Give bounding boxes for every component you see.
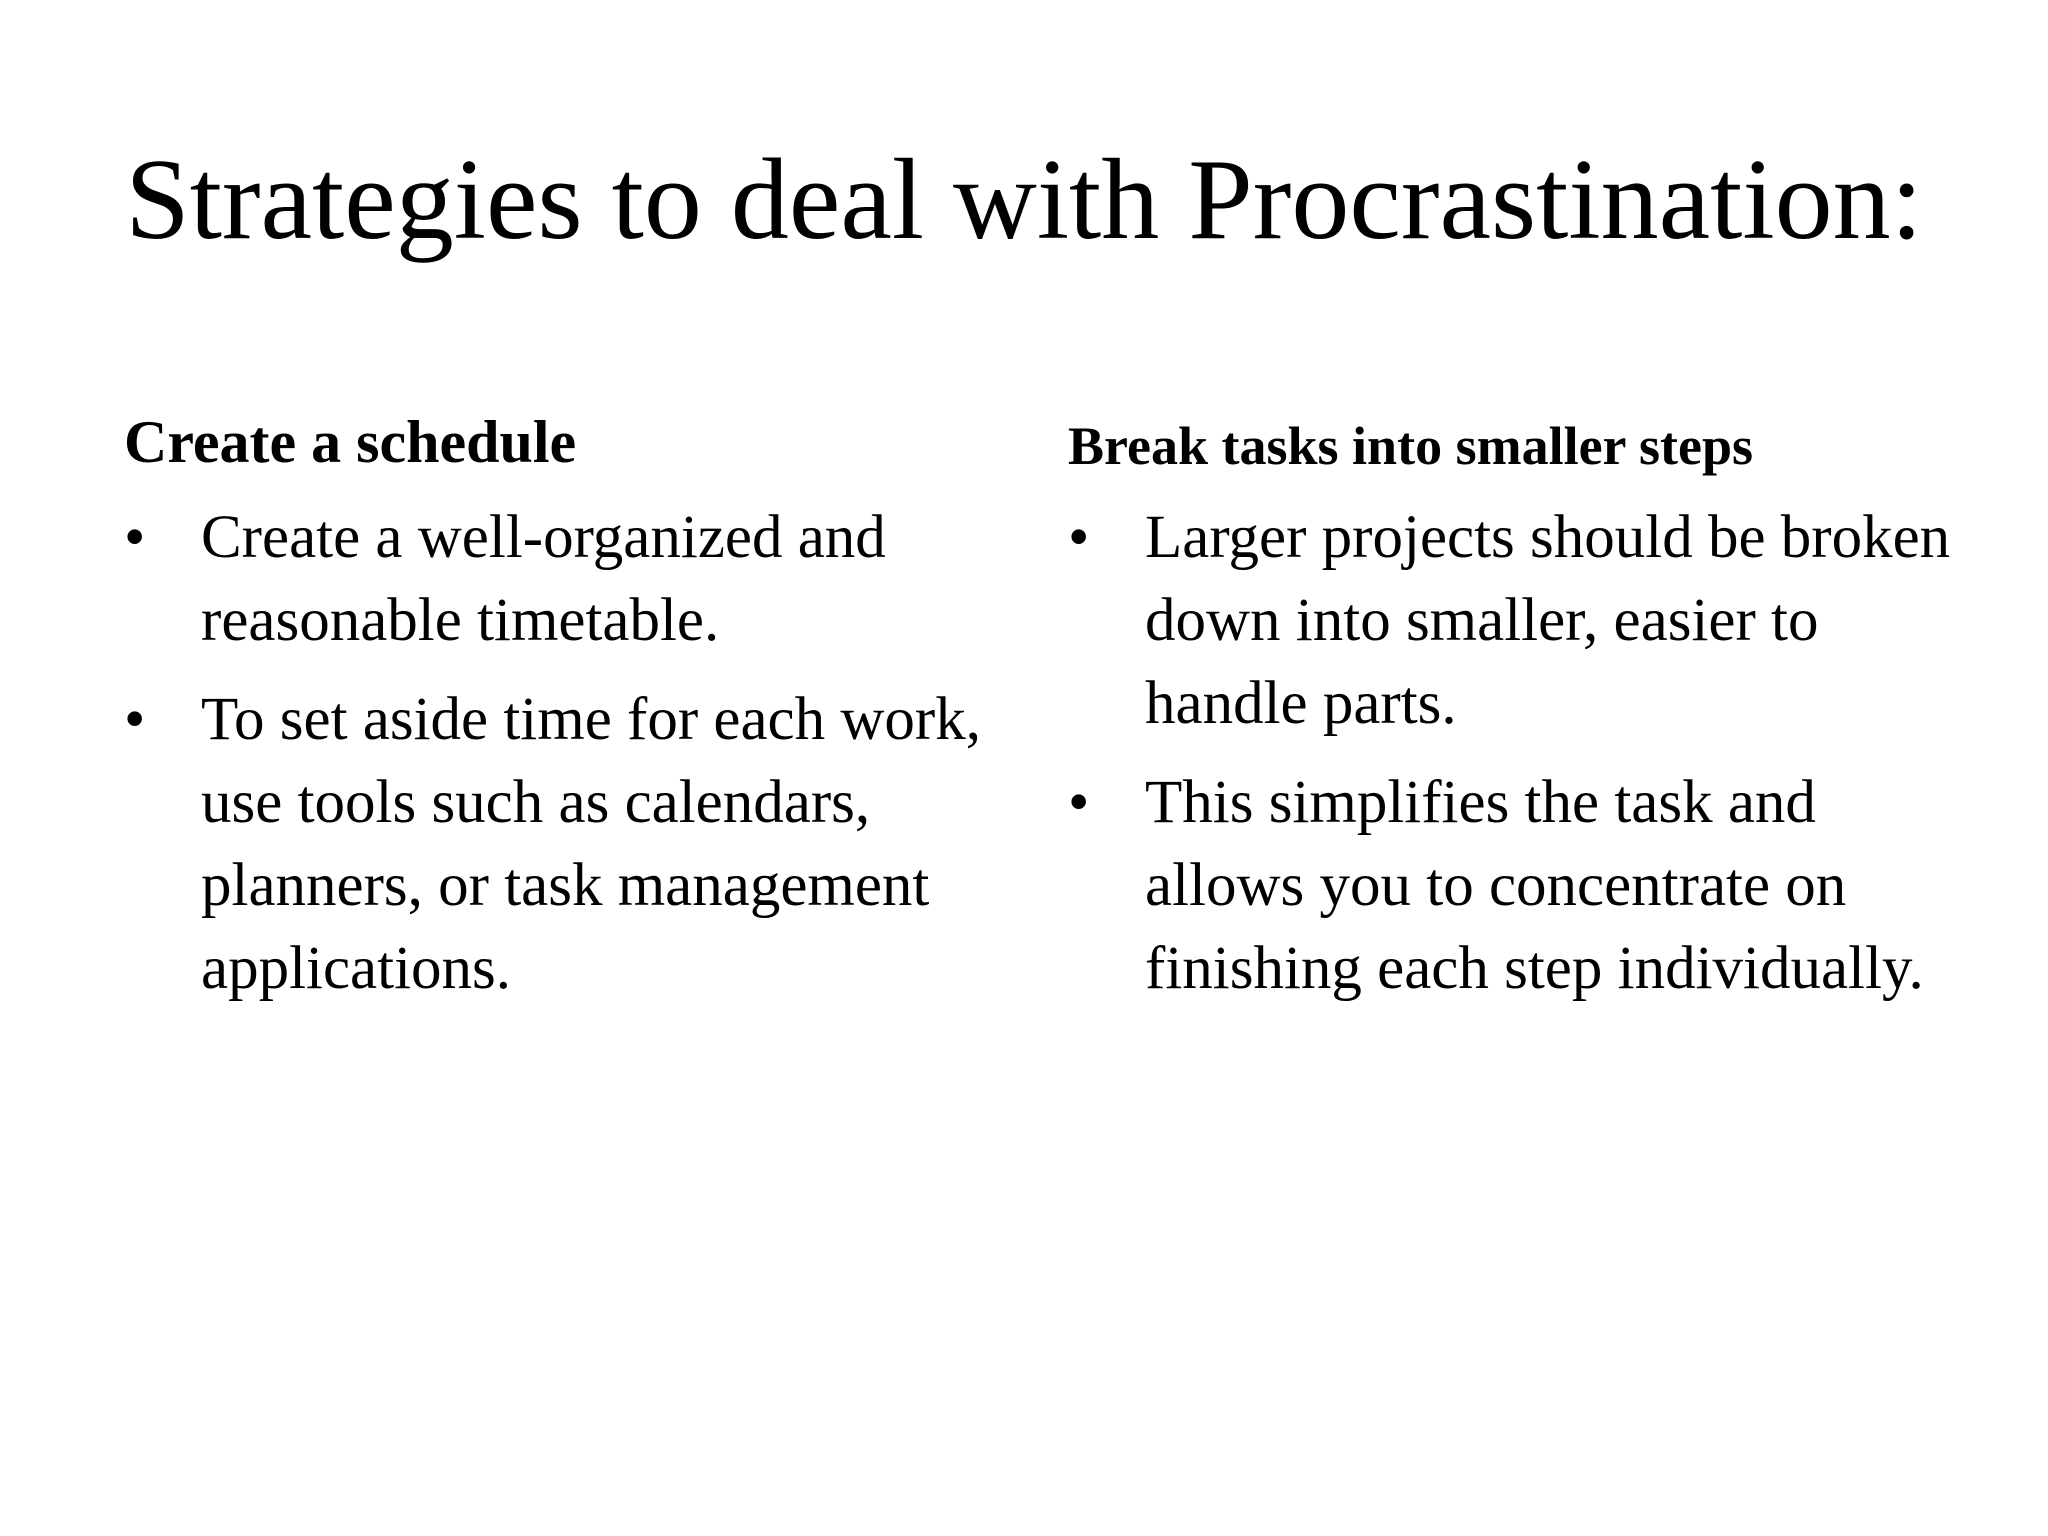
- bullet-dot-icon: •: [124, 504, 146, 571]
- right-column: [1068, 400, 1968, 1026]
- bullet-item: [124, 496, 1004, 662]
- bullet-dot-icon: •: [1068, 504, 1090, 571]
- left-column: [124, 400, 1004, 1026]
- bullet-item: [124, 678, 1004, 1010]
- bullet-item: [1068, 761, 1968, 1010]
- column-heading-create-schedule: Create a schedule: [124, 409, 577, 475]
- column-heading-break-tasks: Break tasks into smaller steps: [1068, 416, 1754, 476]
- slide-title: Strategies to deal with Procrastination:: [125, 136, 1923, 264]
- bullet-dot-icon: •: [1068, 769, 1090, 836]
- bullet-text: Larger projects should be broken down into smaller, easier to handle parts.: [1145, 504, 1951, 737]
- bullet-text: To set aside time for each work, use tools such as calendars, planners, or task management applications.: [201, 686, 981, 1002]
- bullet-item: [1068, 496, 1968, 745]
- bullet-dot-icon: •: [124, 686, 146, 753]
- left-bullet-list: [124, 496, 1004, 1010]
- bullet-text: This simplifies the task and allows you to concentrate on finishing each step individually.: [1145, 769, 1924, 1002]
- bullet-text: Create a well-organized and reasonable timetable.: [201, 504, 886, 654]
- right-bullet-list: [1068, 496, 1968, 1010]
